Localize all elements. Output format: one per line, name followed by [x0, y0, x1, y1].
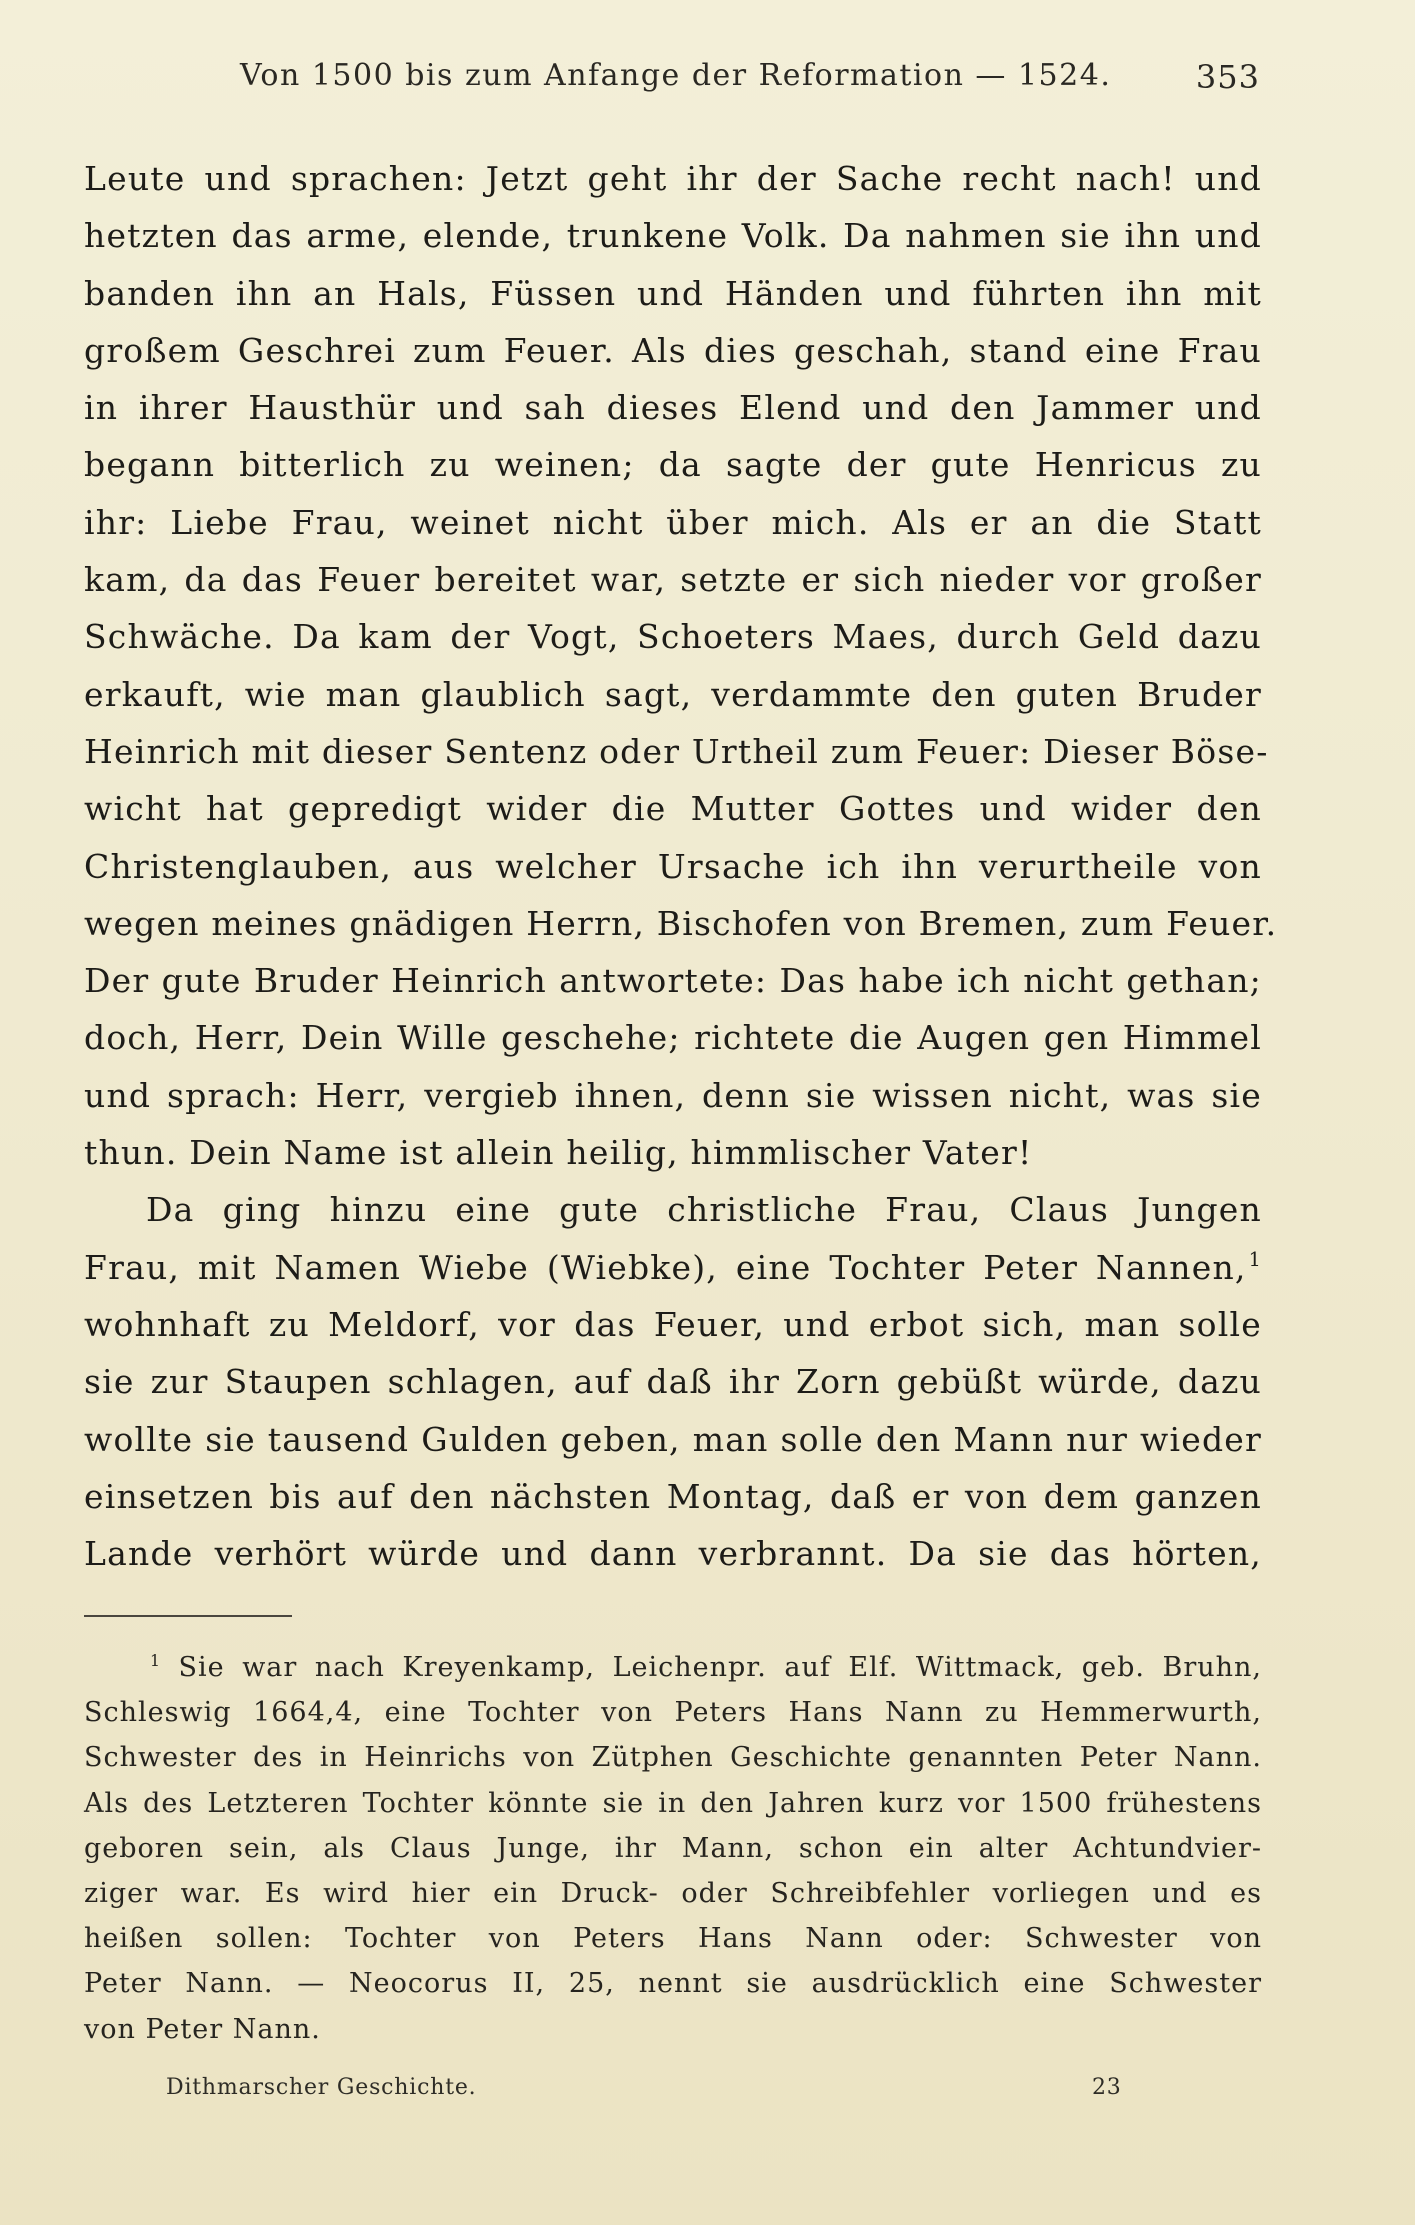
text-line-content: Frau, mit Namen Wiebe (Wiebke), eine Tochter Peter Nannen,: [84, 1247, 1247, 1287]
footnote-line-content: Sie war nach Kreyenkamp, Leichenpr. auf Elf. Wittmack, geb. Bruhn,: [178, 1652, 1262, 1683]
text-line: Der gute Bruder Heinrich antwortete: Das habe ich nicht gethan;: [84, 961, 1262, 1001]
text-line: und sprach: Herr, vergieb ihnen, denn sie wissen nicht, was sie: [84, 1075, 1262, 1115]
footnote-reference[interactable]: 1: [1248, 1248, 1262, 1272]
footnote-line: Als des Letzteren Tochter könnte sie in den Jahren kurz vor 1500 frühestens: [84, 1787, 1262, 1819]
text-line: banden ihn an Hals, Füssen und Händen und führten ihn mit: [84, 273, 1262, 313]
footnote-line: heißen sollen: Tochter von Peters Hans Nann oder: Schwester von: [84, 1923, 1262, 1955]
text-line: hetzten das arme, elende, trunkene Volk. Da nahmen sie ihn und: [84, 216, 1262, 256]
footnote-marker: 1: [150, 1650, 161, 1670]
text-line: wegen meines gnädigen Herrn, Bischofen von Bremen, zum Feuer.: [84, 903, 1278, 943]
text-line: einsetzen bis auf den nächsten Montag, daß er von dem ganzen: [84, 1476, 1262, 1516]
text-line: Leute und sprachen: Jetzt geht ihr der Sache recht nach! und: [84, 159, 1262, 198]
footnote-line: ziger war. Es wird hier ein Druck- oder Schreibfehler vorliegen und es: [84, 1877, 1262, 1909]
page-number: 353: [1195, 58, 1260, 96]
text-line: wicht hat gepredigt wider die Mutter Gottes und wider den: [84, 789, 1262, 829]
page-footer: [166, 2075, 1126, 2109]
running-head: [240, 58, 1260, 98]
text-line: erkauft, wie man glaublich sagt, verdammte den guten Bruder: [84, 674, 1262, 714]
text-line: sie zur Staupen schlagen, auf daß ihr Zorn gebüßt würde, dazu: [84, 1362, 1262, 1402]
footnote: [84, 1645, 1262, 2052]
text-line: wollte sie tausend Gulden geben, man solle den Mann nur wieder: [84, 1419, 1262, 1459]
text-line: Heinrich mit dieser Sentenz oder Urtheil zum Feuer: Dieser Böse-: [84, 731, 1269, 771]
text-line-with-footnote-ref: [84, 1239, 1262, 1296]
text-line: Christenglauben, aus welcher Ursache ich ihn verurtheile von: [84, 846, 1262, 886]
running-head-title: Von 1500 bis zum Anfange der Reformation — 1524.: [240, 58, 1112, 93]
sheet-number: 23: [1092, 2075, 1122, 2100]
footnote-line: Schleswig 1664,4, eine Tochter von Peters Hans Nann zu Hemmerwurth,: [84, 1697, 1262, 1729]
footnote-divider: [84, 1615, 292, 1617]
text-line: in ihrer Hausthür und sah dieses Elend und den Jammer und: [84, 388, 1262, 428]
footnote-line: von Peter Nann.: [84, 2013, 321, 2045]
footnote-line: Schwester des in Heinrichs von Zütphen Geschichte genannten Peter Nann.: [84, 1742, 1262, 1774]
text-line: ihr: Liebe Frau, weinet nicht über mich. Als er an die Statt: [84, 502, 1262, 542]
text-line: doch, Herr, Dein Wille geschehe; richtete die Augen gen Himmel: [84, 1018, 1262, 1058]
footnote-line: geboren sein, als Claus Junge, ihr Mann, schon ein alter Achtundvier-: [84, 1832, 1262, 1864]
text-line: begann bitterlich zu weinen; da sagte der gute Henricus zu: [84, 445, 1262, 485]
text-line: kam, da das Feuer bereitet war, setzte er sich nieder vor großer: [84, 560, 1262, 600]
text-line: thun. Dein Name ist allein heilig, himmlischer Vater!: [84, 1133, 1033, 1173]
footnote-line: [84, 1645, 1262, 1690]
footnote-line: Peter Nann. — Neocorus II, 25, nennt sie ausdrücklich eine Schwester: [84, 1968, 1262, 2000]
text-line: Schwäche. Da kam der Vogt, Schoeters Maes, durch Geld dazu: [84, 617, 1262, 657]
text-line: großem Geschrei zum Feuer. Als dies geschah, stand eine Frau: [84, 330, 1262, 370]
signature-mark: Dithmarscher Geschichte.: [166, 2075, 477, 2100]
paragraph-start-line: Da ging hinzu eine gute christliche Frau, Claus Jungen: [146, 1190, 1262, 1230]
text-line: wohnhaft zu Meldorf, vor das Feuer, und erbot sich, man solle: [84, 1304, 1262, 1344]
body-text: [84, 150, 1278, 1582]
text-line: Lande verhört würde und dann verbrannt. Da sie das hörten,: [84, 1534, 1262, 1574]
